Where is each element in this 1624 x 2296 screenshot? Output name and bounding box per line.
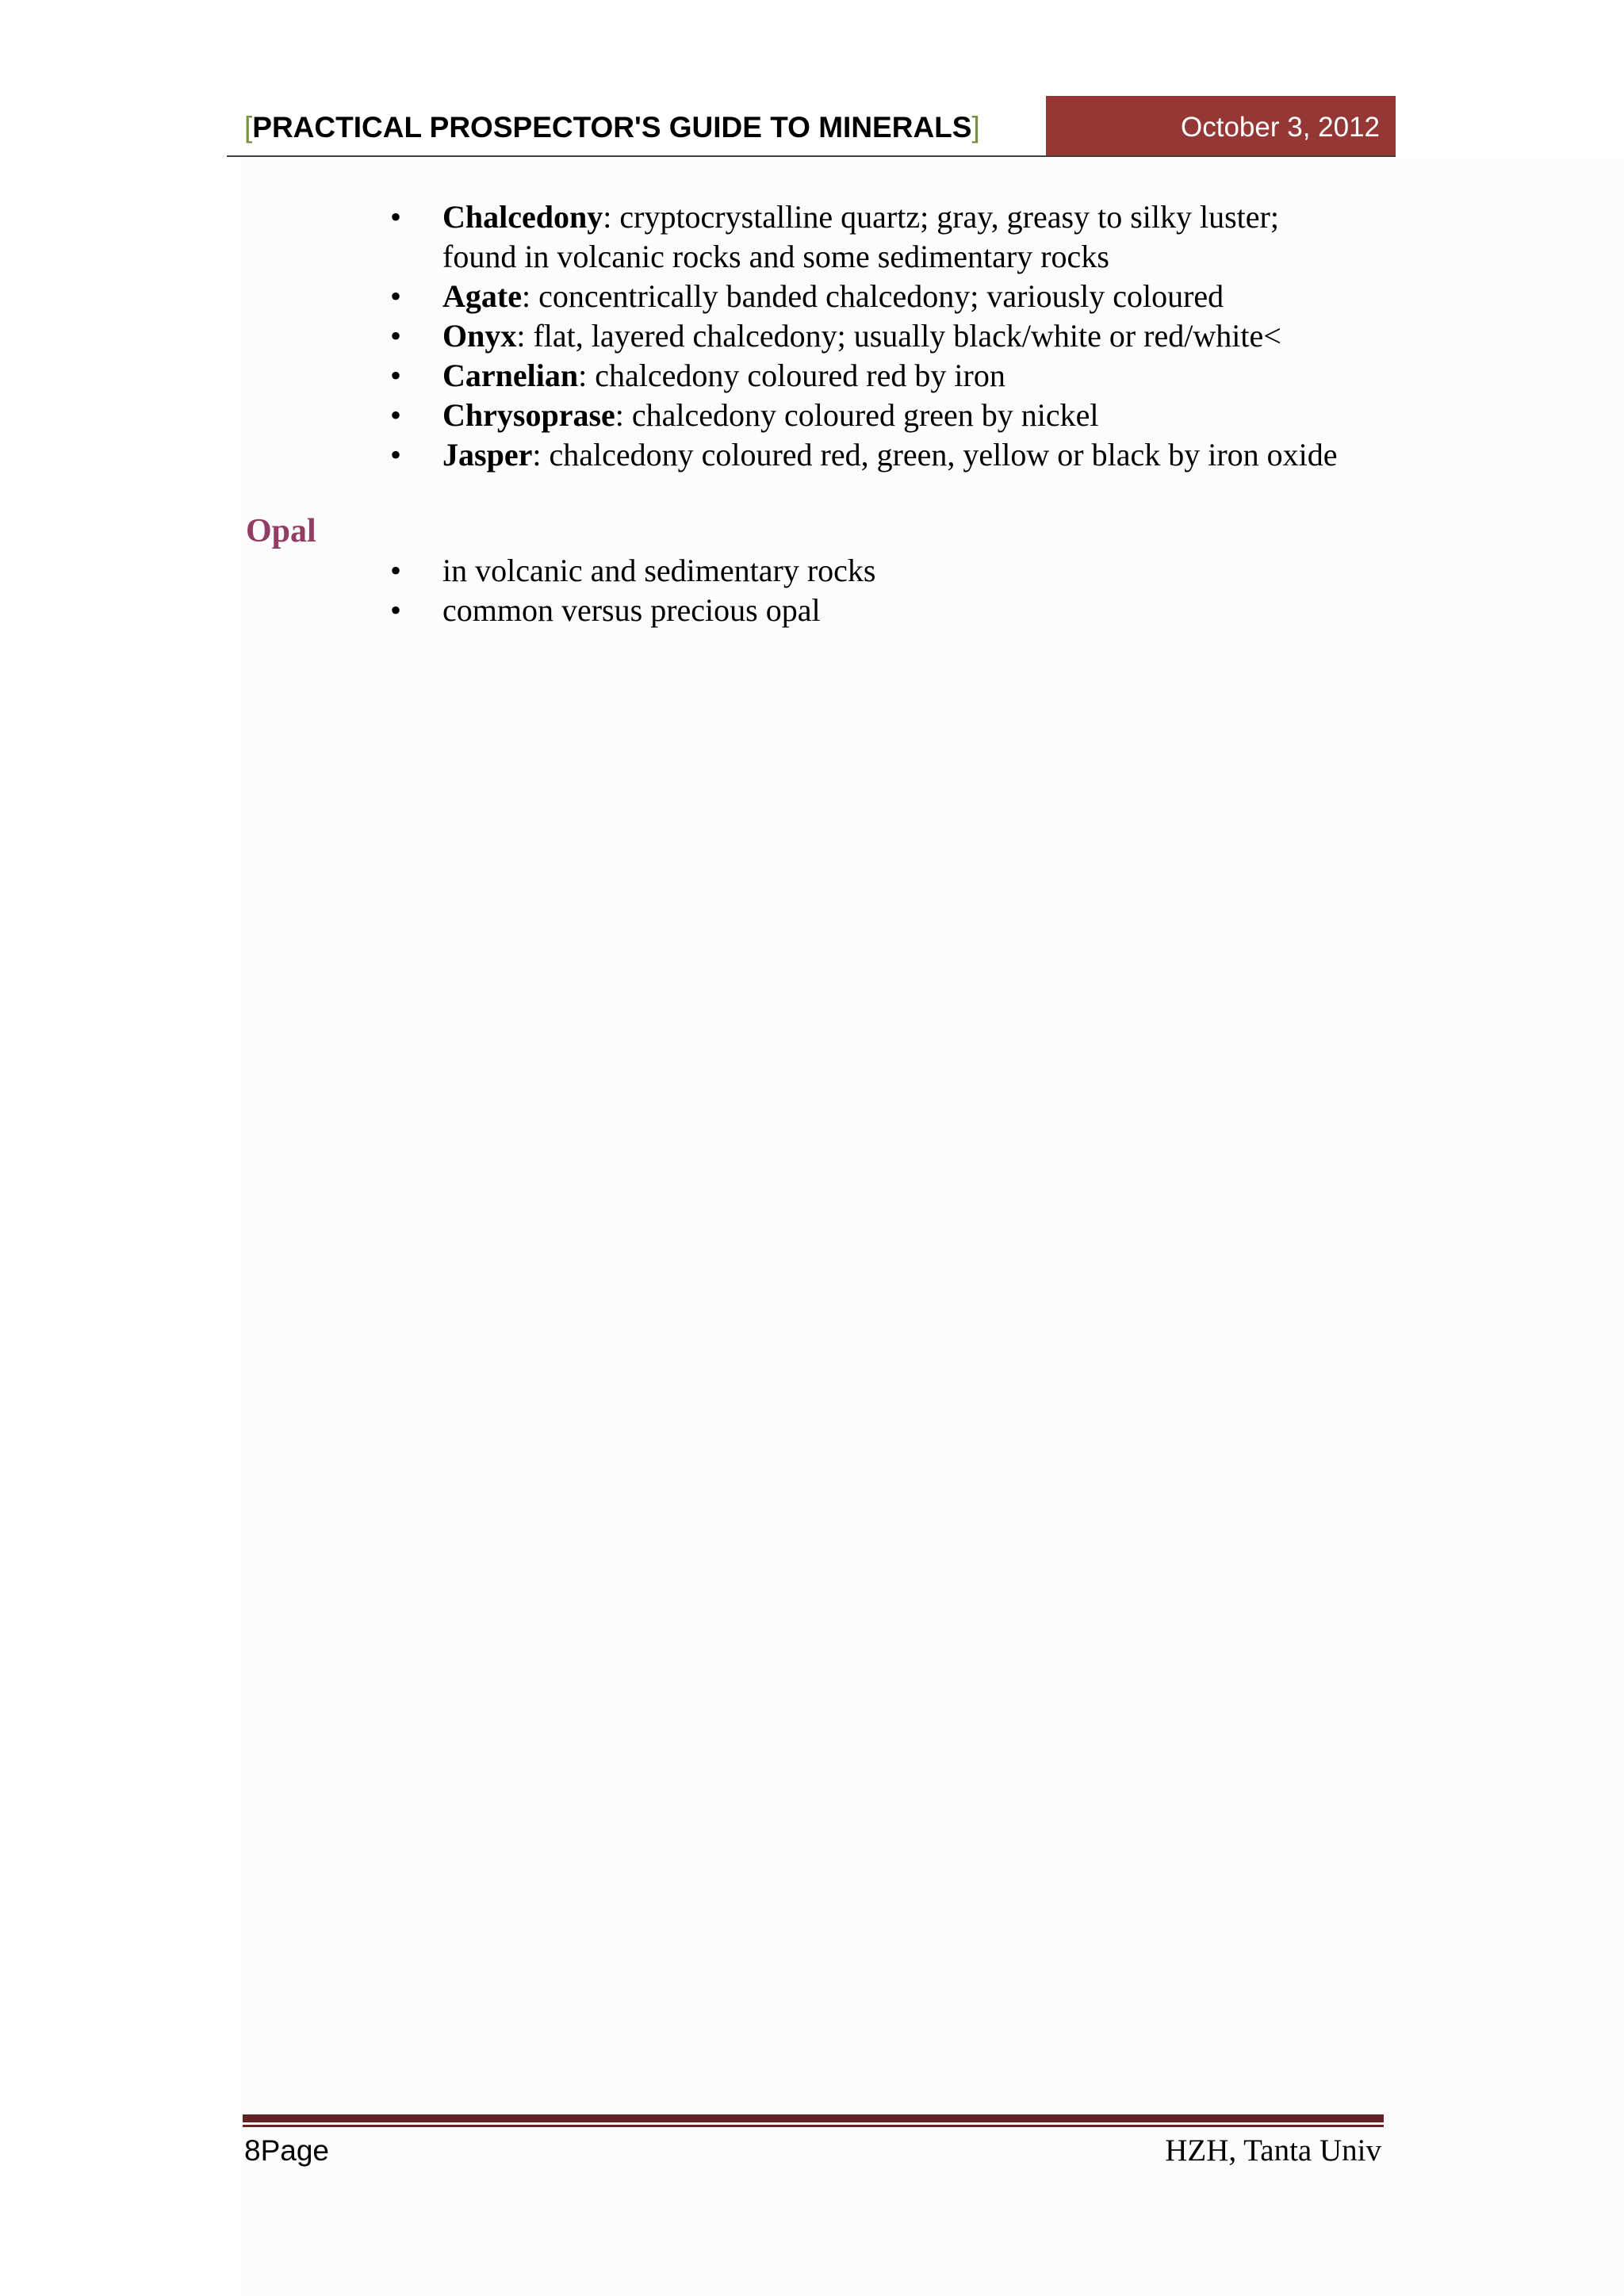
term-chalcedony: Chalcedony bbox=[442, 199, 603, 235]
page-background bbox=[242, 159, 1624, 2296]
list-item-carnelian bbox=[389, 356, 1338, 396]
header-title-text: PRACTICAL PROSPECTOR'S GUIDE TO MINERALS bbox=[252, 111, 972, 144]
definition-chalcedony: : cryptocrystalline quartz; gray, greasy to silky luster; bbox=[603, 199, 1279, 235]
footer-author: HZH, Tanta Univ bbox=[1165, 2133, 1381, 2168]
definition-jasper: : chalcedony coloured red, green, yellow or black by iron oxide bbox=[532, 437, 1338, 473]
list-item: • common versus precious opal bbox=[389, 591, 875, 630]
header-bracket-open: [ bbox=[244, 111, 253, 144]
header-divider bbox=[227, 155, 1396, 157]
document-header-title bbox=[244, 105, 980, 151]
footer-divider-thick bbox=[243, 2114, 1384, 2122]
term-chrysoprase: Chrysoprase bbox=[442, 397, 615, 433]
term-agate: Agate bbox=[442, 278, 522, 314]
list-item-agate bbox=[389, 277, 1338, 316]
header-date: October 3, 2012 bbox=[1181, 112, 1380, 143]
page-number: 8Page bbox=[244, 2134, 329, 2167]
definition-chalcedony-continued: found in volcanic rocks and some sedimentary rocks bbox=[442, 239, 1109, 274]
footer-divider-thin bbox=[243, 2125, 1384, 2127]
section-heading-opal: Opal bbox=[246, 513, 316, 549]
definition-chrysoprase: : chalcedony coloured green by nickel bbox=[615, 397, 1099, 433]
header-date-box bbox=[1046, 96, 1396, 157]
term-carnelian: Carnelian bbox=[442, 358, 579, 393]
list-item-chalcedony bbox=[389, 197, 1338, 277]
list-item: • in volcanic and sedimentary rocks bbox=[389, 551, 875, 591]
header-bracket-close: ] bbox=[971, 111, 980, 144]
list-item-onyx bbox=[389, 316, 1338, 356]
definition-onyx: : flat, layered chalcedony; usually black/white or red/white< bbox=[516, 318, 1281, 354]
term-onyx: Onyx bbox=[442, 318, 517, 354]
quartz-varieties-list bbox=[389, 197, 1338, 475]
definition-agate: : concentrically banded chalcedony; variously coloured bbox=[521, 278, 1224, 314]
list-item-jasper bbox=[389, 435, 1338, 475]
list-item-chrysoprase bbox=[389, 396, 1338, 435]
definition-carnelian: : chalcedony coloured red by iron bbox=[578, 358, 1005, 393]
term-jasper: Jasper bbox=[442, 437, 533, 473]
opal-list bbox=[389, 551, 875, 630]
